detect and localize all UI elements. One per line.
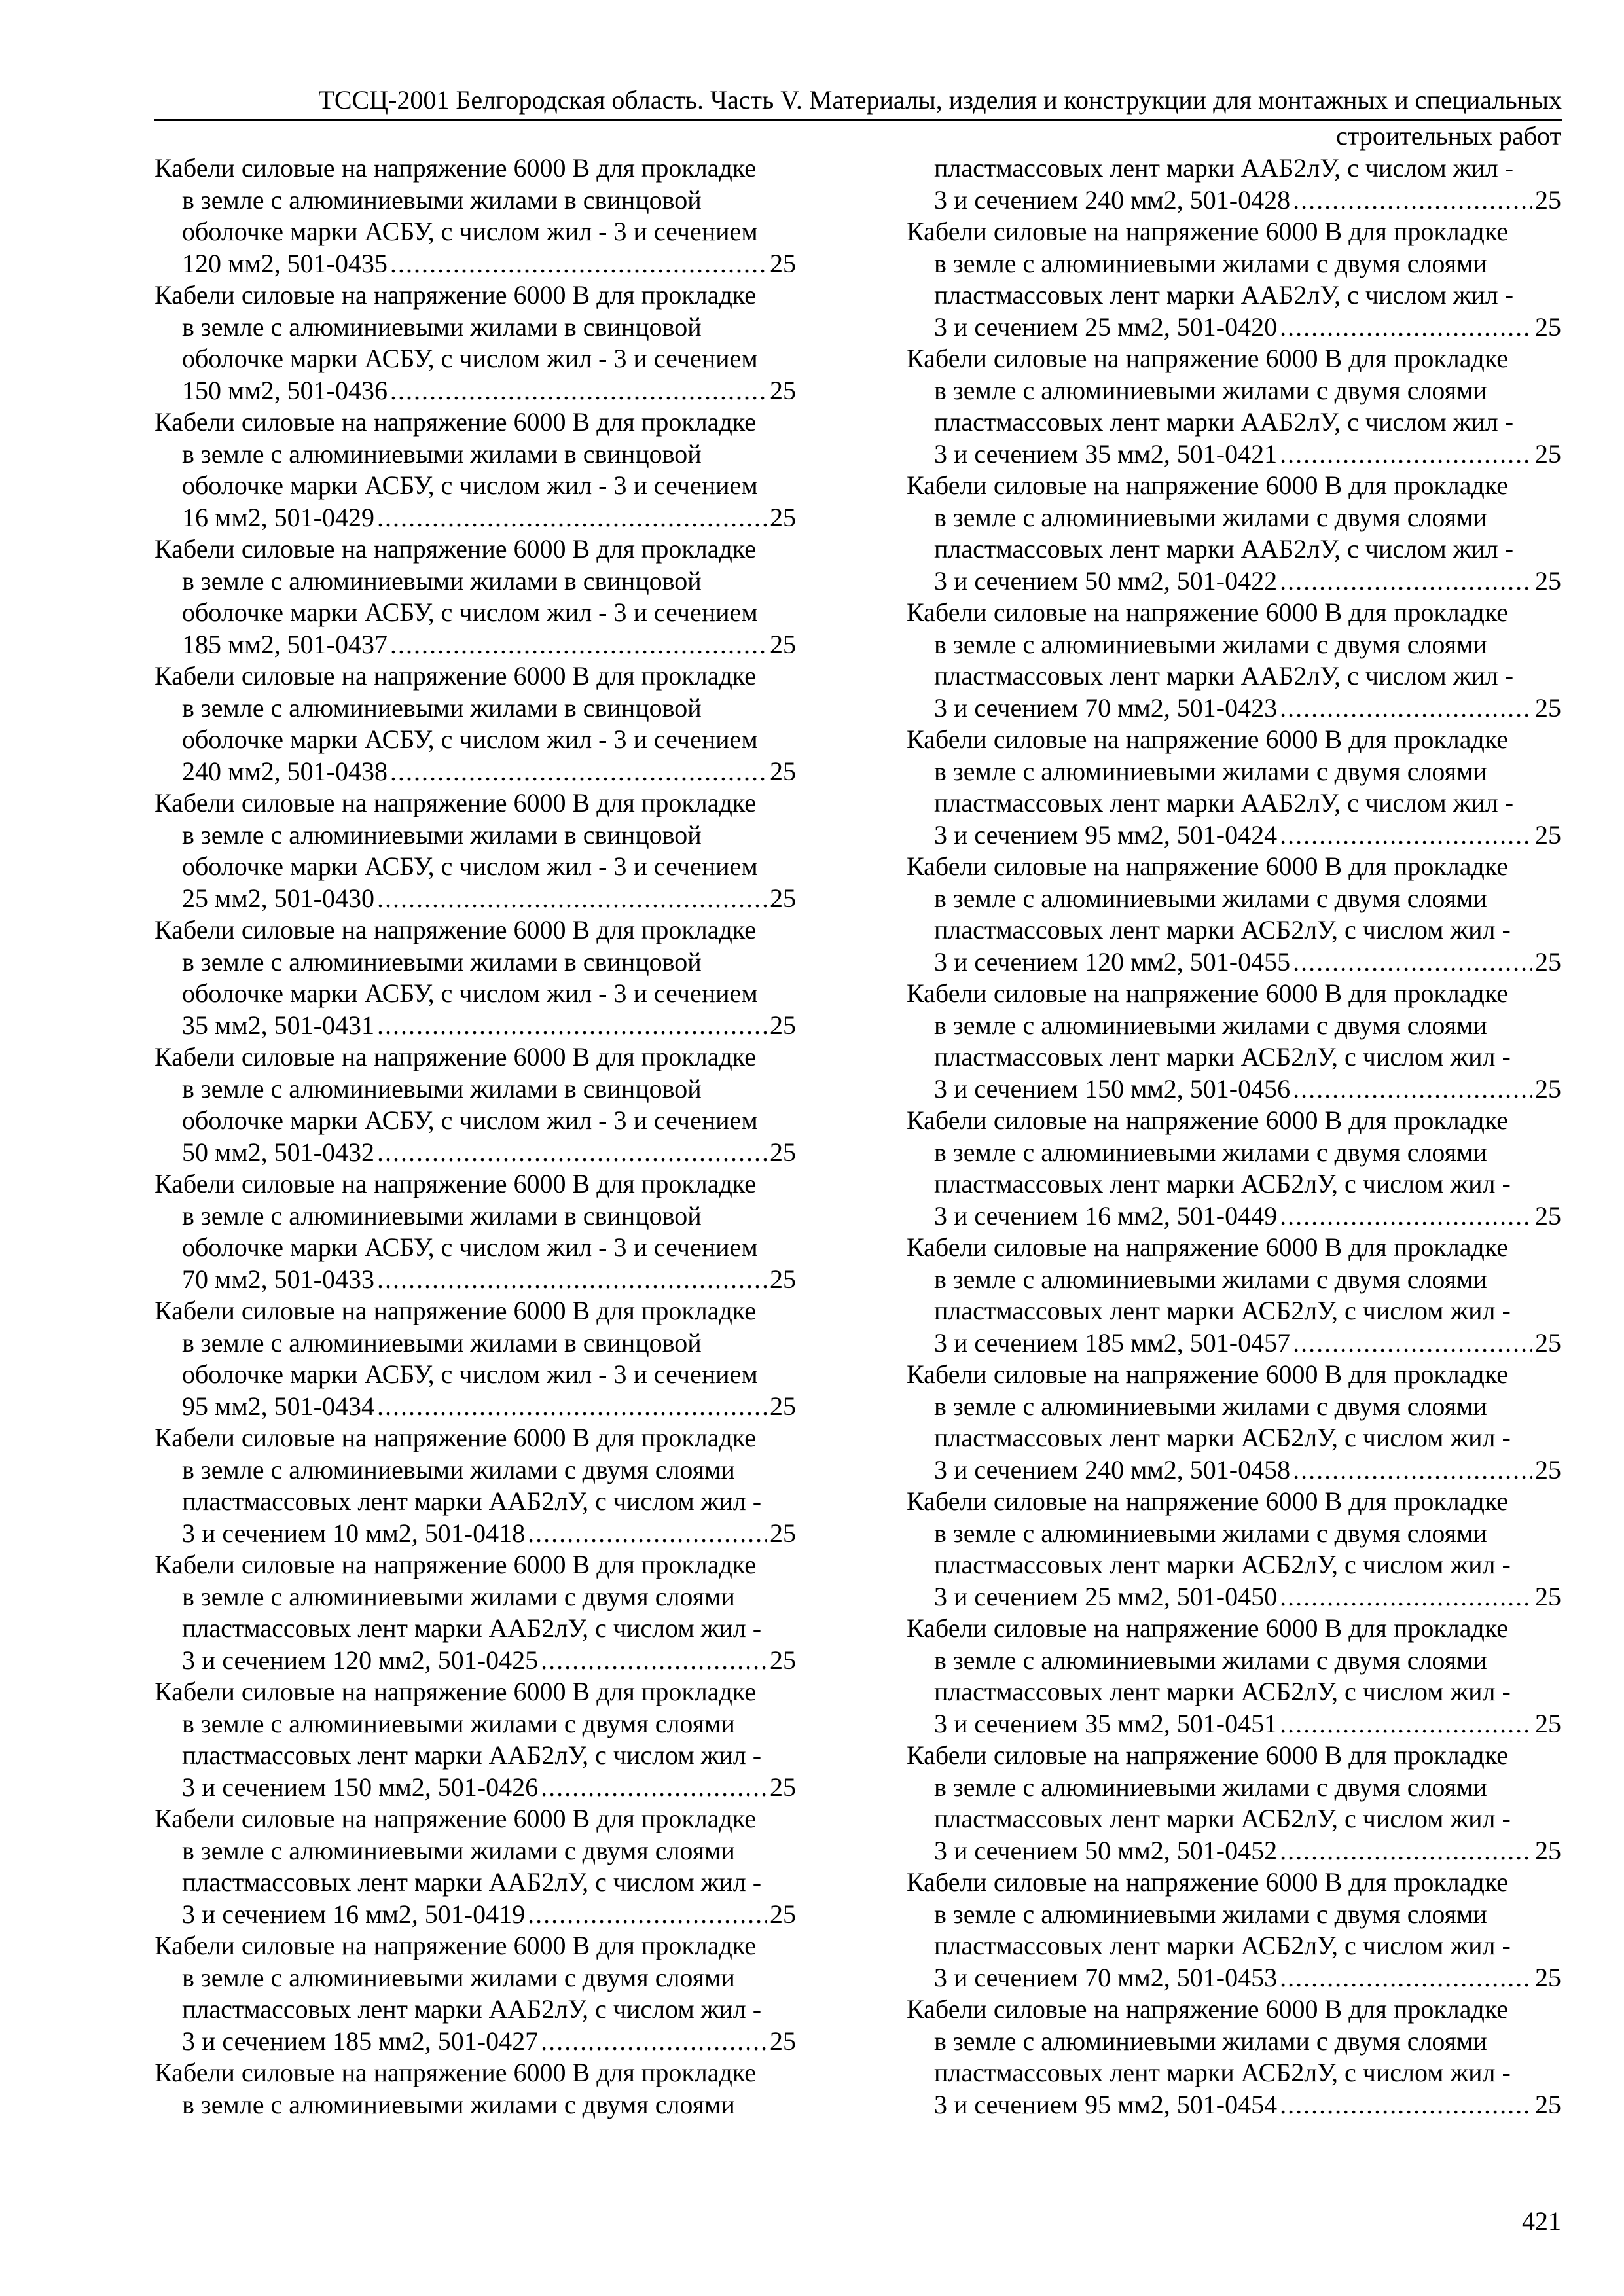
entry-text-line: оболочке марки АСБУ, с числом жил - 3 и сечением bbox=[182, 344, 758, 373]
entry-last-line bbox=[907, 2089, 1561, 2121]
index-entry bbox=[907, 1105, 1561, 1232]
entry-code: 3 и сечением 25 мм2, 501-0420 bbox=[934, 312, 1278, 342]
entry-code: 120 мм2, 501-0435 bbox=[182, 248, 388, 278]
entry-last-line bbox=[907, 1835, 1561, 1867]
dot-leader bbox=[541, 1645, 767, 1677]
entry-code: 150 мм2, 501-0436 bbox=[182, 375, 388, 405]
entry-code: 3 и сечением 240 мм2, 501-0458 bbox=[934, 1454, 1291, 1484]
entry-text-line: оболочке марки АСБУ, с числом жил - 3 и сечением bbox=[182, 1105, 758, 1135]
entry-last-line bbox=[907, 565, 1561, 598]
page-header bbox=[154, 84, 1562, 121]
entry-code: 3 и сечением 185 мм2, 501-0457 bbox=[934, 1327, 1291, 1357]
entry-text-line: пластмассовых лент марки АСБ2лУ, с числом жил - bbox=[934, 1169, 1511, 1198]
index-entry bbox=[154, 279, 796, 406]
entry-text-line: в земле с алюминиевыми жилами с двумя слоями bbox=[934, 1264, 1487, 1294]
entry-text-line: в земле с алюминиевыми жилами в свинцовой bbox=[182, 946, 702, 977]
entry-code: 3 и сечением 50 мм2, 501-0452 bbox=[934, 1835, 1278, 1865]
entry-page-ref: 25 bbox=[770, 375, 796, 405]
entry-page-ref: 25 bbox=[770, 1772, 796, 1802]
index-entry bbox=[154, 787, 796, 914]
entry-code: 3 и сечением 150 мм2, 501-0456 bbox=[934, 1073, 1291, 1103]
entry-code: 3 и сечением 10 мм2, 501-0418 bbox=[182, 1518, 526, 1548]
entry-text-line: в земле с алюминиевыми жилами с двумя слоями bbox=[934, 1137, 1487, 1167]
entry-page-ref: 25 bbox=[1535, 1581, 1561, 1611]
index-entry bbox=[907, 724, 1561, 851]
entry-last-line bbox=[154, 1391, 796, 1423]
entry-code: 50 мм2, 501-0432 bbox=[182, 1137, 374, 1167]
entry-last-line bbox=[154, 1899, 796, 1931]
entry-page-ref: 25 bbox=[770, 1137, 796, 1167]
entry-page-ref: 25 bbox=[770, 1391, 796, 1421]
dot-leader bbox=[1280, 1708, 1532, 1740]
entry-text-line: Кабели силовые на напряжение 6000 В для прокладке bbox=[154, 915, 757, 944]
entry-text-line: в земле с алюминиевыми жилами с двумя слоями bbox=[934, 1518, 1487, 1548]
header-subtitle: строительных работ bbox=[1336, 121, 1561, 151]
dot-leader bbox=[1280, 565, 1532, 598]
entry-page-ref: 25 bbox=[770, 1518, 796, 1548]
index-entry bbox=[154, 660, 796, 787]
dot-leader bbox=[1280, 692, 1532, 725]
entry-page-ref: 25 bbox=[770, 1010, 796, 1040]
entry-code: 25 мм2, 501-0430 bbox=[182, 883, 374, 913]
dot-leader bbox=[1280, 1835, 1532, 1867]
index-entry bbox=[154, 406, 796, 533]
entry-text-line: пластмассовых лент марки ААБ2лУ, с числом жил - bbox=[934, 407, 1514, 437]
entry-page-ref: 25 bbox=[1535, 185, 1561, 215]
index-entry bbox=[907, 1740, 1561, 1867]
entry-text-line: Кабели силовые на напряжение 6000 В для прокладке bbox=[907, 344, 1509, 373]
entry-text-line: Кабели силовые на напряжение 6000 В для прокладке bbox=[907, 852, 1509, 881]
entry-text-line: пластмассовых лент марки ААБ2лУ, с числом жил - bbox=[182, 1613, 762, 1643]
index-entry bbox=[907, 216, 1561, 343]
index-entry bbox=[154, 2057, 796, 2121]
index-entry bbox=[907, 597, 1561, 724]
dot-leader bbox=[1280, 1962, 1532, 1994]
entry-last-line bbox=[154, 502, 796, 534]
entry-text-line: Кабели силовые на напряжение 6000 В для прокладке bbox=[154, 1296, 757, 1325]
entry-page-ref: 25 bbox=[1535, 692, 1561, 723]
entry-page-ref: 25 bbox=[1535, 819, 1561, 850]
entry-text-line: пластмассовых лент марки ААБ2лУ, с числом жил - bbox=[934, 788, 1514, 817]
entry-last-line bbox=[907, 1581, 1561, 1613]
entry-text-line: пластмассовых лент марки АСБ2лУ, с числом жил - bbox=[934, 1296, 1511, 1325]
entry-text-line: в земле с алюминиевыми жилами в свинцовой bbox=[182, 1327, 702, 1357]
dot-leader bbox=[1280, 1200, 1532, 1232]
dot-leader bbox=[377, 1391, 767, 1423]
entry-text-line: пластмассовых лент марки ААБ2лУ, с числом жил - bbox=[182, 1994, 762, 2024]
entry-text-line: в земле с алюминиевыми жилами с двумя слоями bbox=[182, 1835, 735, 1865]
entry-text-line: Кабели силовые на напряжение 6000 В для прокладке bbox=[907, 1994, 1509, 2024]
entry-page-ref: 25 bbox=[1535, 312, 1561, 342]
entry-text-line: Кабели силовые на напряжение 6000 В для прокладке bbox=[907, 217, 1509, 246]
entry-page-ref: 25 bbox=[770, 1264, 796, 1294]
entry-last-line bbox=[907, 1073, 1561, 1105]
entry-last-line bbox=[154, 629, 796, 661]
entry-page-ref: 25 bbox=[1535, 1200, 1561, 1230]
index-entry bbox=[907, 343, 1561, 470]
entry-code: 3 и сечением 35 мм2, 501-0421 bbox=[934, 439, 1278, 469]
entry-text-line: в земле с алюминиевыми жилами в свинцовой bbox=[182, 565, 702, 596]
entry-text-line: Кабели силовые на напряжение 6000 В для прокладке bbox=[154, 407, 757, 437]
dot-leader bbox=[390, 756, 767, 788]
entry-page-ref: 25 bbox=[770, 502, 796, 532]
entry-text-line: пластмассовых лент марки АСБ2лУ, с числом жил - bbox=[934, 2058, 1511, 2087]
entry-code: 3 и сечением 70 мм2, 501-0423 bbox=[934, 692, 1278, 723]
index-entry bbox=[907, 1867, 1561, 1994]
entry-text-line: Кабели силовые на напряжение 6000 В для прокладке bbox=[154, 1804, 757, 1833]
entry-text-line: оболочке марки АСБУ, с числом жил - 3 и сечением bbox=[182, 852, 758, 881]
entry-code: 240 мм2, 501-0438 bbox=[182, 756, 388, 786]
entry-last-line bbox=[907, 439, 1561, 471]
entry-text-line: в земле с алюминиевыми жилами с двумя слоями bbox=[182, 2089, 735, 2119]
entry-last-line bbox=[154, 1264, 796, 1296]
entry-page-ref: 25 bbox=[1535, 1454, 1561, 1484]
entry-text-line: в земле с алюминиевыми жилами с двумя слоями bbox=[182, 1962, 735, 1992]
entry-text-line: в земле с алюминиевыми жилами с двумя слоями bbox=[934, 248, 1487, 278]
dot-leader bbox=[1280, 439, 1532, 471]
index-entry bbox=[154, 533, 796, 660]
entry-page-ref: 25 bbox=[770, 2026, 796, 2056]
dot-leader bbox=[390, 629, 767, 661]
entry-text-line: оболочке марки АСБУ, с числом жил - 3 и сечением bbox=[182, 471, 758, 500]
entry-code: 3 и сечением 16 мм2, 501-0449 bbox=[934, 1200, 1278, 1230]
entry-text-line: Кабели силовые на напряжение 6000 В для прокладке bbox=[154, 788, 757, 817]
entry-code: 3 и сечением 95 мм2, 501-0424 bbox=[934, 819, 1278, 850]
entry-last-line bbox=[154, 1010, 796, 1042]
entry-text-line: оболочке марки АСБУ, с числом жил - 3 и сечением bbox=[182, 217, 758, 246]
dot-leader bbox=[1293, 1073, 1532, 1105]
entry-page-ref: 25 bbox=[1535, 565, 1561, 596]
dot-leader bbox=[1293, 1327, 1532, 1359]
entry-text-line: Кабели силовые на напряжение 6000 В для прокладке bbox=[154, 1677, 757, 1706]
dot-leader bbox=[528, 1518, 767, 1550]
dot-leader bbox=[390, 248, 767, 280]
entry-text-line: пластмассовых лент марки АСБ2лУ, с числом жил - bbox=[934, 1042, 1511, 1071]
index-entry bbox=[154, 914, 796, 1041]
entry-text-line: пластмассовых лент марки ААБ2лУ, с числом жил - bbox=[182, 1867, 762, 1897]
index-column-right bbox=[907, 152, 1561, 2121]
entry-text-line: в земле с алюминиевыми жилами с двумя слоями bbox=[934, 1010, 1487, 1040]
entry-code: 3 и сечением 240 мм2, 501-0428 bbox=[934, 185, 1291, 215]
entry-code: 3 и сечением 70 мм2, 501-0453 bbox=[934, 1962, 1278, 1992]
entry-text-line: Кабели силовые на напряжение 6000 В для прокладке bbox=[907, 1486, 1509, 1516]
dot-leader bbox=[1280, 2089, 1532, 2121]
entry-last-line bbox=[154, 1137, 796, 1169]
entry-text-line: Кабели силовые на напряжение 6000 В для прокладке bbox=[154, 1931, 757, 1960]
entry-page-ref: 25 bbox=[1535, 1835, 1561, 1865]
entry-text-line: Кабели силовые на напряжение 6000 В для прокладке bbox=[907, 1613, 1509, 1643]
entry-text-line: пластмассовых лент марки ААБ2лУ, с числом жил - bbox=[934, 661, 1514, 691]
dot-leader bbox=[377, 883, 767, 915]
dot-leader bbox=[390, 375, 767, 407]
entry-text-line: в земле с алюминиевыми жилами с двумя слоями bbox=[934, 1645, 1487, 1675]
entry-text-line: оболочке марки АСБУ, с числом жил - 3 и сечением bbox=[182, 1232, 758, 1262]
entry-last-line bbox=[154, 1518, 796, 1550]
entry-text-line: в земле с алюминиевыми жилами с двумя слоями bbox=[182, 1454, 735, 1484]
dot-leader bbox=[1293, 1454, 1532, 1486]
index-entry bbox=[154, 1295, 796, 1422]
entry-last-line bbox=[907, 1327, 1561, 1359]
index-entry bbox=[154, 1422, 796, 1549]
entry-page-ref: 25 bbox=[1535, 1962, 1561, 1992]
dot-leader bbox=[377, 1264, 767, 1296]
entry-text-line: пластмассовых лент марки АСБ2лУ, с числом жил - bbox=[934, 1677, 1511, 1706]
entry-last-line bbox=[907, 946, 1561, 978]
dot-leader bbox=[1293, 946, 1532, 978]
dot-leader bbox=[541, 2026, 767, 2058]
entry-text-line: Кабели силовые на напряжение 6000 В для прокладке bbox=[907, 978, 1509, 1008]
entry-code: 3 и сечением 16 мм2, 501-0419 bbox=[182, 1899, 526, 1929]
entry-text-line: Кабели силовые на напряжение 6000 В для прокладке bbox=[154, 153, 757, 183]
index-entry bbox=[907, 978, 1561, 1105]
entry-code: 3 и сечением 120 мм2, 501-0425 bbox=[182, 1645, 539, 1675]
entry-page-ref: 25 bbox=[1535, 2089, 1561, 2119]
entry-text-line: пластмассовых лент марки АСБ2лУ, с числом жил - bbox=[934, 1423, 1511, 1452]
index-entry bbox=[907, 1232, 1561, 1359]
entry-code: 3 и сечением 50 мм2, 501-0422 bbox=[934, 565, 1278, 596]
entry-text-line: в земле с алюминиевыми жилами в свинцовой bbox=[182, 1073, 702, 1103]
entry-text-line: в земле с алюминиевыми жилами с двумя слоями bbox=[934, 756, 1487, 786]
index-entry bbox=[907, 470, 1561, 597]
entry-text-line: оболочке марки АСБУ, с числом жил - 3 и сечением bbox=[182, 598, 758, 627]
dot-leader bbox=[377, 1010, 767, 1042]
entry-last-line bbox=[907, 692, 1561, 725]
entry-text-line: в земле с алюминиевыми жилами в свинцовой bbox=[182, 692, 702, 723]
entry-text-line: в земле с алюминиевыми жилами с двумя слоями bbox=[182, 1708, 735, 1738]
entry-text-line: в земле с алюминиевыми жилами в свинцовой bbox=[182, 185, 702, 215]
index-column-left bbox=[154, 152, 796, 2121]
entry-text-line: в земле с алюминиевыми жилами с двумя слоями bbox=[934, 375, 1487, 405]
entry-text-line: оболочке марки АСБУ, с числом жил - 3 и сечением bbox=[182, 1359, 758, 1389]
entry-text-line: в земле с алюминиевыми жилами с двумя слоями bbox=[934, 1772, 1487, 1802]
entry-page-ref: 25 bbox=[1535, 1073, 1561, 1103]
entry-page-ref: 25 bbox=[770, 629, 796, 659]
entry-text-line: в земле с алюминиевыми жилами в свинцовой bbox=[182, 819, 702, 850]
entry-page-ref: 25 bbox=[770, 1645, 796, 1675]
entry-text-line: Кабели силовые на напряжение 6000 В для прокладке bbox=[907, 1105, 1509, 1135]
index-entry bbox=[154, 1549, 796, 1676]
entry-last-line bbox=[154, 2026, 796, 2058]
header-title: ТССЦ-2001 Белгородская область. Часть V. Материалы, изделия и конструкции для монтажных и специальных bbox=[318, 85, 1562, 115]
index-entry bbox=[907, 1613, 1561, 1740]
index-entry bbox=[907, 1994, 1561, 2121]
entry-last-line bbox=[907, 1200, 1561, 1232]
entry-text-line: Кабели силовые на напряжение 6000 В для прокладке bbox=[154, 280, 757, 310]
entry-text-line: Кабели силовые на напряжение 6000 В для прокладке bbox=[154, 1042, 757, 1071]
entry-code: 3 и сечением 25 мм2, 501-0450 bbox=[934, 1581, 1278, 1611]
entry-page-ref: 25 bbox=[1535, 946, 1561, 977]
entry-code: 3 и сечением 95 мм2, 501-0454 bbox=[934, 2089, 1278, 2119]
entry-text-line: в земле с алюминиевыми жилами в свинцовой bbox=[182, 1200, 702, 1230]
entry-page-ref: 25 bbox=[770, 1899, 796, 1929]
index-entry bbox=[907, 152, 1561, 216]
entry-last-line bbox=[907, 1962, 1561, 1994]
index-entry bbox=[154, 1930, 796, 2057]
entry-text-line: Кабели силовые на напряжение 6000 В для прокладке bbox=[907, 725, 1509, 754]
entry-last-line bbox=[154, 375, 796, 407]
entry-code: 3 и сечением 150 мм2, 501-0426 bbox=[182, 1772, 539, 1802]
index-entry bbox=[907, 1486, 1561, 1613]
index-entry bbox=[154, 1041, 796, 1168]
entry-text-line: Кабели силовые на напряжение 6000 В для прокладке bbox=[154, 534, 757, 564]
entry-text-line: в земле с алюминиевыми жилами с двумя слоями bbox=[934, 883, 1487, 913]
page-number: 421 bbox=[1522, 2206, 1561, 2236]
entry-text-line: Кабели силовые на напряжение 6000 В для прокладке bbox=[907, 471, 1509, 500]
entry-last-line bbox=[154, 1772, 796, 1804]
entry-text-line: Кабели силовые на напряжение 6000 В для прокладке bbox=[154, 1423, 757, 1452]
entry-text-line: Кабели силовые на напряжение 6000 В для прокладке bbox=[907, 1867, 1509, 1897]
entry-last-line bbox=[154, 756, 796, 788]
entry-text-line: пластмассовых лент марки АСБ2лУ, с числом жил - bbox=[934, 1804, 1511, 1833]
entry-text-line: пластмассовых лент марки ААБ2лУ, с числом жил - bbox=[934, 153, 1514, 183]
entry-text-line: Кабели силовые на напряжение 6000 В для прокладке bbox=[154, 2058, 757, 2087]
entry-text-line: Кабели силовые на напряжение 6000 В для прокладке bbox=[154, 661, 757, 691]
entry-text-line: пластмассовых лент марки АСБ2лУ, с числом жил - bbox=[934, 915, 1511, 944]
entry-text-line: в земле с алюминиевыми жилами с двумя слоями bbox=[934, 2026, 1487, 2056]
entry-code: 3 и сечением 185 мм2, 501-0427 bbox=[182, 2026, 539, 2056]
entry-text-line: Кабели силовые на напряжение 6000 В для прокладке bbox=[907, 1232, 1509, 1262]
entry-last-line bbox=[154, 248, 796, 280]
dot-leader bbox=[377, 1137, 767, 1169]
entry-text-line: пластмассовых лент марки ААБ2лУ, с числом жил - bbox=[934, 280, 1514, 310]
entry-page-ref: 25 bbox=[770, 756, 796, 786]
entry-page-ref: 25 bbox=[1535, 1327, 1561, 1357]
entry-page-ref: 25 bbox=[770, 248, 796, 278]
entry-text-line: в земле с алюминиевыми жилами в свинцовой bbox=[182, 312, 702, 342]
entry-text-line: пластмассовых лент марки АСБ2лУ, с числом жил - bbox=[934, 1931, 1511, 1960]
dot-leader bbox=[1293, 185, 1532, 217]
entry-text-line: в земле с алюминиевыми жилами с двумя слоями bbox=[934, 629, 1487, 659]
dot-leader bbox=[377, 502, 767, 534]
entry-page-ref: 25 bbox=[770, 883, 796, 913]
entry-text-line: Кабели силовые на напряжение 6000 В для прокладке bbox=[907, 598, 1509, 627]
entry-code: 95 мм2, 501-0434 bbox=[182, 1391, 374, 1421]
entry-text-line: пластмассовых лент марки ААБ2лУ, с числом жил - bbox=[182, 1740, 762, 1770]
dot-leader bbox=[541, 1772, 767, 1804]
entry-text-line: в земле с алюминиевыми жилами с двумя слоями bbox=[934, 1391, 1487, 1421]
entry-text-line: Кабели силовые на напряжение 6000 В для прокладке bbox=[907, 1740, 1509, 1770]
entry-page-ref: 25 bbox=[1535, 1708, 1561, 1738]
entry-text-line: Кабели силовые на напряжение 6000 В для прокладке bbox=[154, 1550, 757, 1579]
dot-leader bbox=[528, 1899, 767, 1931]
entry-text-line: пластмассовых лент марки АСБ2лУ, с числом жил - bbox=[934, 1550, 1511, 1579]
entry-last-line bbox=[907, 1708, 1561, 1740]
index-entry bbox=[154, 152, 796, 279]
entry-text-line: в земле с алюминиевыми жилами с двумя слоями bbox=[182, 1581, 735, 1611]
entry-last-line bbox=[907, 185, 1561, 217]
entry-code: 35 мм2, 501-0431 bbox=[182, 1010, 374, 1040]
entry-page-ref: 25 bbox=[1535, 439, 1561, 469]
entry-text-line: пластмассовых лент марки ААБ2лУ, с числом жил - bbox=[182, 1486, 762, 1516]
entry-text-line: в земле с алюминиевыми жилами с двумя слоями bbox=[934, 1899, 1487, 1929]
dot-leader bbox=[1280, 819, 1532, 852]
dot-leader bbox=[1280, 1581, 1532, 1613]
entry-text-line: в земле с алюминиевыми жилами с двумя слоями bbox=[934, 502, 1487, 532]
index-entry bbox=[154, 1676, 796, 1803]
entry-text-line: оболочке марки АСБУ, с числом жил - 3 и сечением bbox=[182, 978, 758, 1008]
entry-code: 3 и сечением 120 мм2, 501-0455 bbox=[934, 946, 1291, 977]
entry-code: 185 мм2, 501-0437 bbox=[182, 629, 388, 659]
entry-text-line: оболочке марки АСБУ, с числом жил - 3 и сечением bbox=[182, 725, 758, 754]
entry-code: 70 мм2, 501-0433 bbox=[182, 1264, 374, 1294]
entry-last-line bbox=[907, 1454, 1561, 1486]
entry-last-line bbox=[154, 1645, 796, 1677]
index-entry bbox=[154, 1803, 796, 1930]
index-entry bbox=[907, 851, 1561, 978]
index-entry bbox=[907, 1359, 1561, 1486]
entry-code: 16 мм2, 501-0429 bbox=[182, 502, 374, 532]
entry-text-line: Кабели силовые на напряжение 6000 В для прокладке bbox=[907, 1359, 1509, 1389]
entry-text-line: в земле с алюминиевыми жилами в свинцовой bbox=[182, 439, 702, 469]
entry-last-line bbox=[154, 883, 796, 915]
dot-leader bbox=[1280, 312, 1532, 344]
entry-last-line bbox=[907, 312, 1561, 344]
entry-code: 3 и сечением 35 мм2, 501-0451 bbox=[934, 1708, 1278, 1738]
entry-text-line: пластмассовых лент марки ААБ2лУ, с числом жил - bbox=[934, 534, 1514, 564]
index-entry bbox=[154, 1168, 796, 1295]
entry-last-line bbox=[907, 819, 1561, 852]
entry-text-line: Кабели силовые на напряжение 6000 В для прокладке bbox=[154, 1169, 757, 1198]
